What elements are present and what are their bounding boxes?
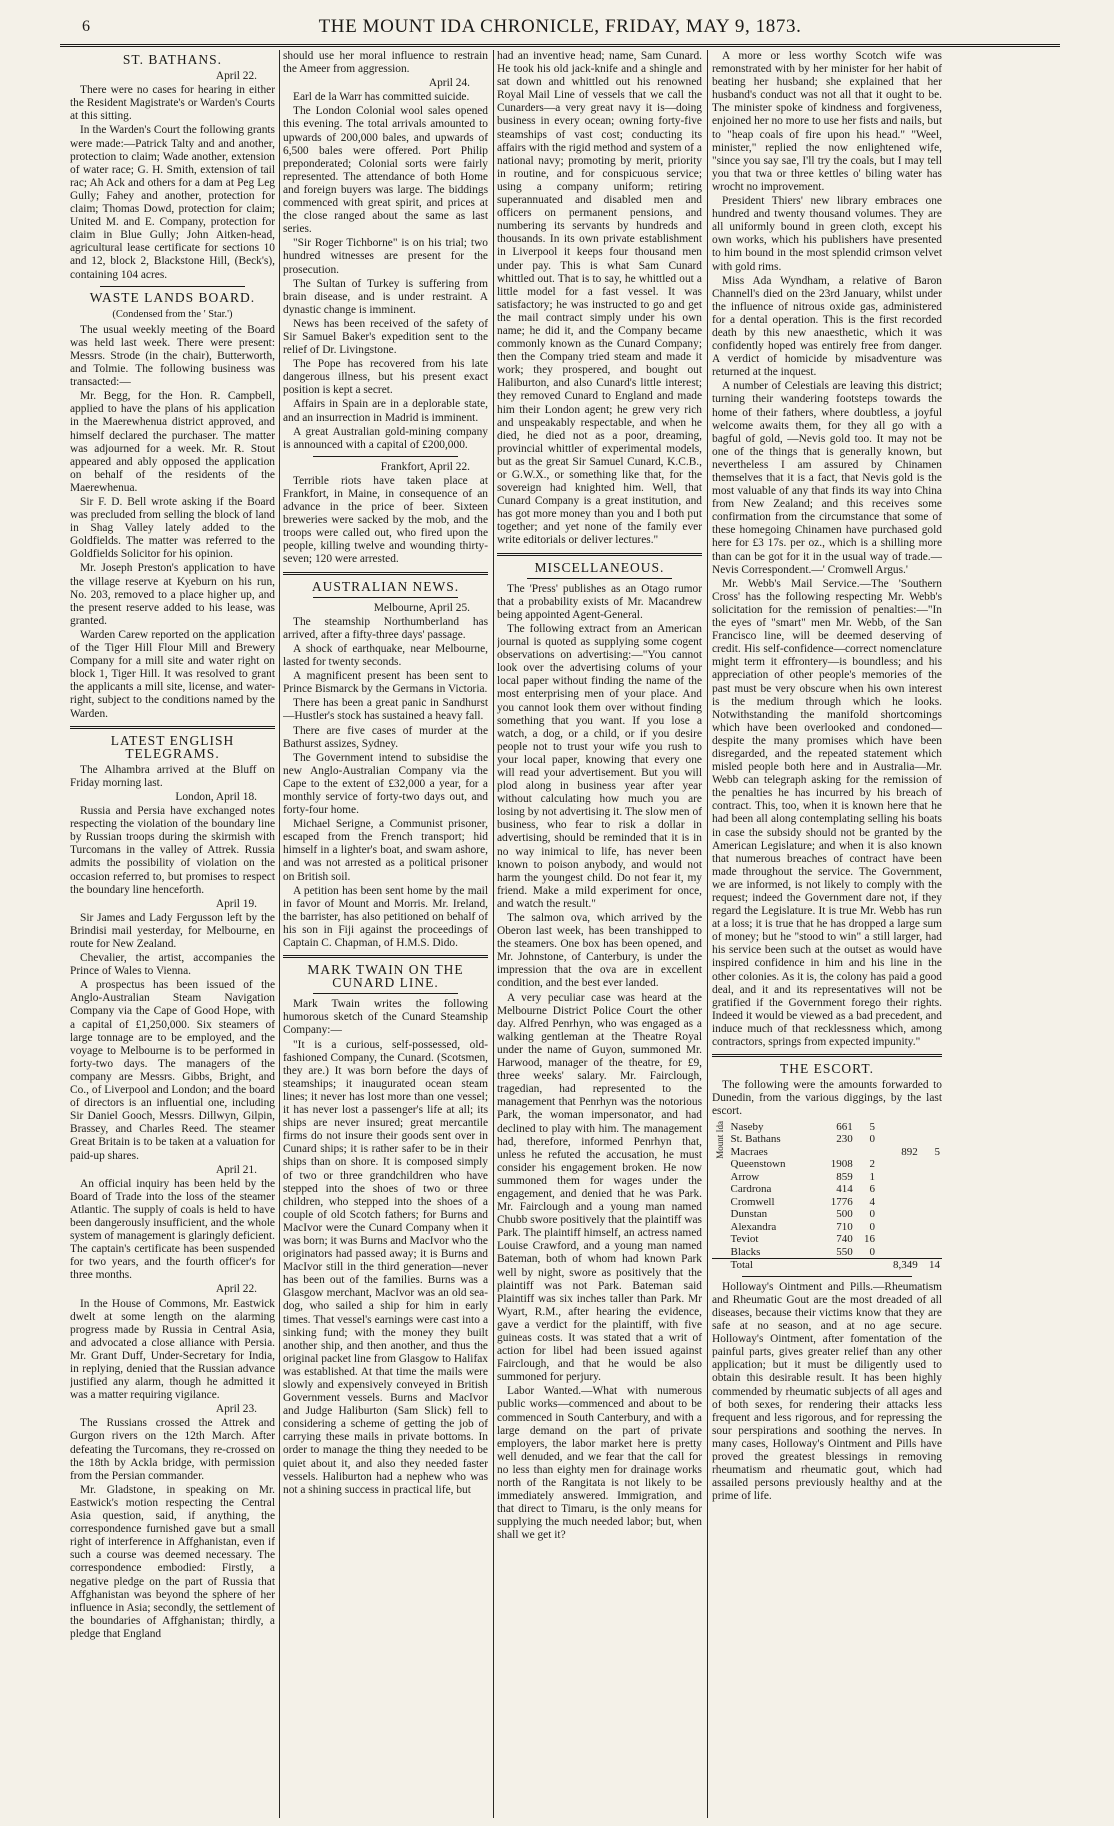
section-rule (313, 597, 458, 598)
column-3 (497, 50, 702, 1818)
article-paragraph: A shock of earthquake, near Melbourne, lasted for twenty seconds. (283, 642, 488, 669)
dateline: Melbourne, April 25. (373, 601, 470, 614)
article-paragraph: Mr. Webb's Mail Service.—The 'Southern Cross' has the following respecting Mr. Webb's solicitation for the remission of penalties:—"In the eyes of "smart" men Mr. Webb, of the San Francisco line, will be deemed deserving of credit. His self-confidence—correct nomenclature might term it effrontery—is boundless; and his appreciation of other people's memories of the past must be very obscure when his own interest is the medium through which he looks. Notwithstanding the manifold shortcomings which have been overlooked and condoned—despite the many promises which have been disregarded, and the repeated statement which misled people both here and in Australia—Mr. Webb can telegraph asking for the remission of the penalties he has incurred by his breach of contract. This, too, when it is known here that he had been all along contemplating selling his boats in case the subsidy should not be granted by the American Legislature; and when it is also known that numerous breaches of contract have been made throughout the service. The Government, we are informed, is not likely to comply with the request; indeed the Government dare not, if they regard the Legislature. It is true Mr. Webb has run at a loss; it is true that he has dropped a large sum of money; but he "stood to win" a still larger, had his service been such at the outset as would have inspired confidence in him and his line in the other colonies. As it is, the colony has paid a good deal, and it and its representatives will not be gratified if the Government forego their rights. Indeed it would be viewed as a bad precedent, and induce much of that recklessness which, among contractors, springs from expected impunity." (712, 577, 942, 1049)
escort-dwt: 5 (869, 1120, 875, 1133)
masthead (60, 14, 1060, 40)
dateline: April 22. (215, 1283, 257, 1296)
dateline: April 24. (428, 77, 470, 90)
article-paragraph: The usual weekly meeting of the Board was held last week. There were present: Messrs. Strode (in the chair), Butterworth, and Tolmie. The following business was transacted:— (70, 323, 275, 389)
article-paragraph: News has been received of the safety of Sir Samuel Baker's expedition sent to the relief of Dr. Livingstone. (283, 317, 488, 357)
table-row (712, 1133, 942, 1146)
article-paragraph: Sir F. D. Bell wrote asking if the Board was precluded from selling the block of land in Shag Valley lately added to the Goldfields. The matter was referred to the Goldfields Solicitor for his opinion. (70, 496, 275, 561)
section-heading: MISCELLANEOUS. (534, 559, 665, 575)
escort-oz: 1908 (830, 1158, 853, 1171)
article-paragraph: The Russians crossed the Attrek and Gurgon rivers on the 12th March. After defeating the Turcomans, they re-crossed on the 18th by Ackla bridge, with permission from the Persian commander. (70, 1417, 275, 1482)
escort-dwt: 4 (869, 1195, 875, 1208)
table-row (712, 1146, 942, 1159)
section-heading: ST. BATHANS. (122, 52, 223, 67)
escort-dwt: 6 (869, 1183, 875, 1196)
section-rule (497, 553, 702, 556)
page-title: THE MOUNT IDA CHRONICLE, FRIDAY, MAY 9, 1873. (318, 16, 802, 37)
dateline: London, April 18. (175, 790, 257, 803)
page-number: 6 (82, 18, 90, 35)
escort-oz: 1776 (830, 1195, 853, 1208)
table-row (712, 1208, 942, 1221)
column-1 (70, 50, 275, 1818)
escort-oz: 230 (836, 1133, 853, 1146)
escort-dwt: 0 (869, 1133, 875, 1146)
section-rule (527, 578, 672, 579)
article-paragraph: Affairs in Spain are in a deplorable state, and an insurrection in Madrid is imminent. (283, 398, 488, 424)
escort-dwt: 1 (869, 1170, 875, 1183)
article-paragraph: Miss Ada Wyndham, a relative of Baron Channell's died on the 23rd January, whilst under the influence of nitrous oxide gas, administered for a dental operation. This is the first recorded death by this new anaesthetic, which it was confidently hoped was entirely free from danger. A verdict of homicide by misadventure was returned at the inquest. (712, 274, 942, 379)
section-rule (283, 572, 488, 575)
dateline: Frankfort, April 22. (380, 460, 470, 473)
table-row (712, 1196, 942, 1209)
section-heading: LATEST ENGLISH TELEGRAMS. (110, 732, 235, 761)
article-paragraph: A petition has been sent home by the mail in favor of Mount and Morris. Mr. Ireland, the barrister, has also petitioned on behalf of his son in Fiji against the proceedings of Captain C. Chapman, of H.M.S. Dido. (283, 884, 488, 949)
article-paragraph: Mark Twain writes the following humorous sketch of the Cunard Steamship Company:— (283, 998, 488, 1037)
article-paragraph: Sir James and Lady Fergusson left by the Brindisi mail yesterday, for Melbourne, en route for New Zealand. (70, 911, 275, 950)
escort-total-oz: 8,349 (877, 1259, 920, 1272)
escort-oz: 740 (836, 1233, 853, 1246)
escort-oz: 500 (836, 1208, 853, 1221)
escort-place: Arrow (730, 1170, 760, 1183)
escort-dwt: 2 (869, 1158, 875, 1171)
article-paragraph: The Sultan of Turkey is suffering from brain disease, and is under restraint. A dynastic change is imminent. (283, 277, 488, 316)
masthead-rule (60, 44, 1060, 47)
article-paragraph: The Alhambra arrived at the Bluff on Friday morning last. (70, 763, 275, 789)
escort-place: Teviot (730, 1233, 759, 1246)
article-paragraph: The steamship Northumberland has arrived, after a fifty-three days' passage. (283, 615, 488, 641)
article-paragraph: Mr. Gladstone, in speaking on Mr. Eastwick's motion respecting the Central Asia question, said, if anything, the correspondence furnished gave but a small right of interference in Affghanistan, even if such a course was deemed necessary. The correspondence embodied: Firstly, a negative pledge on the part of Russia that Affghanistan was beyond the sphere of her influence in Asia; secondly, the settlement of the boundaries of Affghanistan; thirdly, a pledge that England (70, 1483, 275, 1640)
escort-dwt: 0 (869, 1245, 875, 1258)
escort-oz: 414 (836, 1183, 853, 1196)
article-paragraph: The 'Press' publishes as an Otago rumor that a probability exists of Mr. Macandrew being appointed Agent-General. (497, 582, 702, 621)
section-rule (313, 456, 458, 457)
column-divider (707, 50, 708, 1818)
column-divider (493, 50, 494, 1818)
escort-total-label: Total (729, 1259, 817, 1272)
dateline: April 22. (215, 70, 257, 83)
escort-place: Cardrona (730, 1183, 772, 1196)
mount-ida-label: Mount Ida (715, 1120, 725, 1159)
table-row (712, 1183, 942, 1196)
escort-group-total-dwt: 5 (934, 1145, 940, 1158)
article-paragraph: A more or less worthy Scotch wife was remonstrated with by her minister for her habit of beating her husband; she explained that her husband's conduct was not all that it ought to be. The minister spoke of kindness and forgiveness, enjoined her no more to use her fists and nails, but to "heap coals of fire upon his head." "Weel, minister," replied the now enlightened wife, "since you say sae, I'll try the coals, but I may tell you that twa or three kettles o' biling water has wrocht no improvement. (712, 50, 942, 193)
column-divider (279, 50, 280, 1818)
escort-place: Naseby (730, 1120, 764, 1133)
article-paragraph: There are five cases of murder at the Bathurst assizes, Sydney. (283, 724, 488, 750)
article-paragraph: Mr. Begg, for the Hon. R. Campbell, applied to have the plans of his application in the Maerewhenua district approved, and himself declared the purchaser. The matter was adjourned for a week. Mr. R. Stout appeared and ably opposed the application on behalf of the residents of the Maerewhenua. (70, 390, 275, 494)
article-paragraph: Warden Carew reported on the application of the Tiger Hill Flour Mill and Brewery Company for a mill site and water right on block 1, Tiger Hill. It was resolved to grant the applicants a mill site, license, and water-right, subject to the conditions named by the Warden. (70, 628, 275, 720)
table-row (712, 1246, 942, 1259)
escort-dwt: 0 (869, 1208, 875, 1221)
section-rule (283, 955, 488, 958)
article-paragraph: The Pope has recovered from his late dangerous illness, but his present exact position is kept a secret. (283, 358, 488, 397)
escort-dwt: 16 (864, 1233, 875, 1246)
section-rule (712, 1054, 942, 1057)
article-paragraph: A great Australian gold-mining company is announced with a capital of £200,000. (283, 425, 488, 451)
section-rule (100, 286, 245, 287)
escort-oz: 661 (836, 1120, 853, 1133)
section-rule (70, 726, 275, 729)
table-row (712, 1121, 942, 1134)
section-subheading: (Condensed from the ' Star.') (112, 308, 233, 320)
escort-place: Cromwell (730, 1195, 775, 1208)
article-paragraph: "Sir Roger Tichborne" is on his trial; two hundred witnesses are present for the prosecution. (283, 237, 488, 276)
column-2 (283, 50, 488, 1818)
article-paragraph: The salmon ova, which arrived by the Oberon last week, has been transhipped to the steamers. One box has been opened, and Mr. Johnstone, of Canterbury, is under the impression that the ova are in excellent condition, and the best ever landed. (497, 912, 702, 990)
section-heading: WASTE LANDS BOARD. (89, 289, 256, 305)
article-paragraph: Mr. Joseph Preston's application to have the village reserve at Kyeburn on his run, No. 203, removed to a place higher up, and the present reserve added to his lease, was granted. (70, 562, 275, 627)
article-paragraph: "It is a curious, self-possessed, old-fashioned Company, the Cunard. (Scotsmen, they are.) It was born before the days of steamships; it inaugurated ocean steam lines; it never has lost more than one vessel; it has never lost a passenger's life at all; its ships are never insured; great mercantile firms do not insure their goods sent over in Cunard ships; it is rather safer to be in their ships than on shore. It is composed simply of two or three grandchildren who have stepped into the shoes of two or three children, who stepped into the shoes of a couple of old Scotch fathers; for Burns and MacIvor were the Cunard Company when it was born; it was Burns and MacIvor who the originators had passed away; it is Burns and MacIvor still in the third generation—never has been out of the families. Burns was a Glasgow merchant, MacIvor was an old sea-dog, who sailed a ship for him in early times. That vessel's earnings were cast into a sinking fund; with the money they built another ship, and then another, and thus the original packet line from Glasgow to Halifax was established. At that time the mails were slowly and expensively conveyed in British Government vessels. Burns and MacIvor and Judge Haliburton (Sam Slick) fell to considering a scheme of getting the job of carrying these mails in private bottoms. In order to manage the thing they needed to be quiet about it, and also they needed faster vessels. Haliburton had a nephew who was not a shining success in practical life, but (283, 1038, 488, 1496)
article-paragraph: Labor Wanted.—What with numerous public works—commenced and about to be commenced in South Canterbury, and with a large demand on the part of private employers, the labor market here is pretty well denuded, and we fear that the call for no less than eighty men for drainage works north of the Rangitata is not likely to be immediately answered. Immigration, and that direct to Timaru, is the only means for supplying the much needed labor; but, when shall we get it? (497, 1385, 702, 1542)
escort-place: Queenstown (730, 1158, 786, 1171)
article-paragraph: A magnificent present has been sent to Prince Bismarck by the Germans in Victoria. (283, 670, 488, 696)
article-paragraph: Michael Serigne, a Communist prisoner, escaped from the French transport; hid himself in a lighter's boat, and swam ashore, and was not arrested as a political prisoner on British soil. (283, 818, 488, 883)
article-paragraph: The London Colonial wool sales opened this evening. The total arrivals amounted to upwards of 200,000 bales, and upwards of 6,500 bales were offered. Port Philip preponderated; Colonial sorts were fairly represented. The attendance of both Home and foreign buyers was large. The biddings commenced with great spirit, and prices at the close ranged about the same as last series. (283, 105, 488, 236)
dateline: April 21. (215, 1163, 257, 1176)
article-paragraph: There has been a great panic in Sandhurst—Hustler's stock has sustained a heavy fall. (283, 697, 488, 723)
article-paragraph: The Government intend to subsidise the new Anglo-Australian Company via the Cape to the extent of £32,000 a year, for a monthly service of forty-two days out, and forty-four home. (283, 751, 488, 817)
escort-dwt: 0 (869, 1220, 875, 1233)
escort-oz: 859 (836, 1170, 853, 1183)
escort-table (712, 1121, 942, 1272)
table-row (712, 1158, 942, 1171)
article-paragraph: A very peculiar case was heard at the Melbourne District Police Court the other day. Alfred Penrhyn, who was engaged as a walking gentleman at the Theatre Royal under the name of Guyon, summoned Mr. Harwood, manager of the theatre, for £9, three weeks' salary. Mr. Fairclough, tragedian, had represented to the management that Penrhyn was the notorious Park, the woman impersonator, and had declined to play with him. The management had, therefore, informed Penrhyn that, unless he refuted the accusation, he must consider his engagement broken. He now summoned them for wages under the engagement, and denied that he was Park. Mr. Fairclough and a young man named Chubb swore positively that the plaintiff was Park. The plaintiff himself, an actress named Louise Crawford, and a young man named Bateman, both of whom had known Park well by night, swore as positively that the plaintiff was not Park. Bateman said Plaintiff was six inches taller than Park. Mr Wyart, R.M., after hearing the evidence, gave a verdict for the plaintiff, with five guineas costs. It was stated that a writ of action for libel had been issued against Fairclough, and that he would be also summoned for perjury. (497, 991, 702, 1384)
section-rule (742, 1276, 912, 1277)
escort-group-total-oz: 892 (901, 1145, 918, 1158)
table-row (712, 1233, 942, 1246)
article-paragraph: In the House of Commons, Mr. Eastwick dwelt at some length on the alarming progress made by Russia in Central Asia, and advocated a close alliance with Persia. Mr. Grant Duff, Under-Secretary for India, in replying, denied that the Russian advance justified any alarm, though he admitted it was a matter requiring vigilance. (70, 1297, 275, 1402)
article-paragraph: had an inventive head; name, Sam Cunard. He took his old jack-knife and a shingle and sat down and whittled out his renowned Royal Mail Line of vessels that we call the Cunarders—a very great navy it is—doing business in every ocean; owning forty-five steamships of vast cost; conducting its affairs with the rigid method and system of a national navy; promoting by merit, priority in routine, and for conspicuous service; using a company uniform; retiring superannuated and disabled men and officers on permanent pensions, and numbering its servants by hundreds and thousands. In its own private establishment in Liverpool it keeps four thousand men under pay. This is what Sam Cunard whittled out. That is to say, he whittled out a little model for a fast vessel. It was satisfactory; he was instructed to go and get the mail contract simply under his own name; he did it, and the Company became commonly known as the Cunard Company; then the Company tried steam and made it work; they prospered, and bought out Haliburton, and also Cunard's little interest; they removed Cunard to England and made him their London agent; he grew very rich and unspeakably respectable, and when he died, he died not as a poor, dreaming, provincial whittler of experimental models, but as the great Sir Samuel Cunard, K.C.B., or G.W.X., or something like that, for the sovereign had knighted him. Well, that Cunard Company is a great institution, and has got more money than you and I both put together; and yet none of the family ever write editorials or deliver lectures." (497, 50, 702, 547)
escort-oz: 550 (836, 1245, 853, 1258)
escort-intro: The following were the amounts forwarded to Dunedin, from the various diggings, by the last escort. (712, 1079, 942, 1118)
article-paragraph: The following extract from an American journal is quoted as supplying some cogent observations on advertising:—"You cannot look over the advertising colums of your local paper without finding the name of the most enterprising men of your place. And you cannot look them over without finding something that you want. If you lose a watch, a dog, or a child, or if you desire people not to trust your wife you rush to your local paper, knowing that every one will read your advertisement. But you will plod along in business year after year without calculating how much you are losing by not advertising it. The slow men of business, who fear to risk a dollar in advertising, should be reminded that it is in no way inimical to life, has never been known to poison anybody, and would not harm the youngest child. Do not fear it, my friend. Make a mild experiment for once, and watch the result." (497, 622, 702, 910)
article-paragraph: should use her moral influence to restrain the Ameer from aggression. (283, 50, 488, 76)
article-paragraph: A number of Celestials are leaving this district; turning their wandering footsteps towards the home of their fathers, where doubtless, a joyful welcome awaits them, for they all go with a bagful of gold, —Nevis gold too. It may not be one of the things that is generally known, but nevertheless I am assured by Chinamen themselves that it is a fact, that Nevis gold is the most valuable of any that finds its way into China from New Zealand; and this receives some confirmation from the circumstance that some of these homegoing Chinamen have purchased gold here for £3 17s. per oz., which is a shilling more than can be got for it in the usual way of trade.—Nevis Correspondent.—' Cromwell Argus.' (712, 380, 942, 576)
article-paragraph: There were no cases for hearing in either the Resident Magistrate's or Warden's Courts at this sitting. (70, 84, 275, 123)
article-paragraph: In the Warden's Court the following grants were made:—Patrick Talty and and another, protection to claim; Wade another, extension of water race; G. H. Smith, extension of tail rac; Ah Ack and others for a dam at Peg Leg Gully; Fahey and another, protection for claim; Thomas Dowd, protection for claim; United M. and E. Company, protection for claim in Blue Gully; John Aitken-head, agricultural lease certificate for sections 10 and 12, block 2, Blackstone Hill, (Beck's), containing 104 acres. (70, 124, 275, 281)
escort-place: Dunstan (730, 1208, 768, 1221)
dateline: April 19. (215, 897, 257, 910)
section-heading: MARK TWAIN ON THE CUNARD LINE. (307, 962, 464, 991)
section-rule (313, 993, 458, 994)
escort-place: Macraes (730, 1145, 768, 1158)
escort-total-dwt: 14 (920, 1259, 942, 1272)
escort-place: St. Bathans (730, 1133, 781, 1146)
escort-place: Alexandra (730, 1220, 777, 1233)
article-paragraph: Chevalier, the artist, accompanies the Prince of Wales to Vienna. (70, 952, 275, 978)
advertisement-holloway: Holloway's Ointment and Pills.—Rheumatism and Rheumatic Gout are the most dreaded of all diseases, because their victims know that they are safe at no season, and at no age secure. Holloway's Ointment, after fomentation of the painful parts, gives greater relief than any other application; but it must be diligently used to obtain this desirable result. It has been highly commended by rheumatic subjects of all ages and of both sexes, for rendering their attacks less frequent and less rigorous, and for repressing the sour perspirations and soothing the nerves. In many cases, Holloway's Ointment and Pills have proved the greatest blessings in removing rheumatism and rheumatic gout, which had assailed persons previously healthy and at the prime of life. (712, 1280, 942, 1503)
article-paragraph: Earl de la Warr has committed suicide. (293, 91, 470, 104)
column-4 (712, 50, 942, 1818)
dateline: April 23. (215, 1403, 257, 1416)
article-paragraph: An official inquiry has been held by the Board of Trade into the loss of the steamer Atlantic. The supply of coals is held to have been dangerously insufficient, and the whole system of management is glaringly deficient. The captain's certificate has been suspended for two years, and the fourth officer's for three months. (70, 1177, 275, 1282)
article-paragraph: A prospectus has been issued of the Anglo-Australian Steam Navigation Company via the Cape of Good Hope, with a capital of £1,250,000. Six steamers of large tonnage are to be employed, and the voyage to Melbourne is to be performed in forty-two days. The managers of the company are Messrs. Gibbs, Bright, and Co., of Liverpool and London; and the board of directors is an influential one, including Sir Daniel Gooch, Messrs. Dillwyn, Gilpin, Brassey, and Charles Reed. The steamer Great Britain is to be taken at a valuation for paid-up shares. (70, 979, 275, 1162)
article-paragraph: President Thiers' new library embraces one hundred and twenty thousand volumes. They are all uniformly bound in green cloth, except his own works, which his publishers have presented to him bound in the most splendid crimson velvet with gold rims. (712, 195, 942, 273)
table-row (712, 1221, 942, 1234)
article-paragraph: Terrible riots have taken place at Frankfort, in Maine, in consequence of an advance in the price of beer. Sixteen breweries were sacked by the mob, and the troops were called out, who fired upon the people, killing twelve and wounding thirty-seven; 120 were arrested. (283, 474, 488, 566)
escort-oz: 710 (836, 1220, 853, 1233)
table-row (712, 1259, 942, 1272)
section-heading: AUSTRALIAN NEWS. (311, 578, 460, 594)
escort-place: Blacks (730, 1245, 761, 1258)
table-row (712, 1171, 942, 1184)
section-heading: THE ESCORT. (780, 1061, 874, 1077)
article-paragraph: Russia and Persia have exchanged notes respecting the violation of the boundary line by Russian troops during the skirmish with Turcomans in the valley of Attrek. Russia admits the possibility of violation on the occasion referred to, but promises to respect the boundary line henceforth. (70, 805, 275, 896)
